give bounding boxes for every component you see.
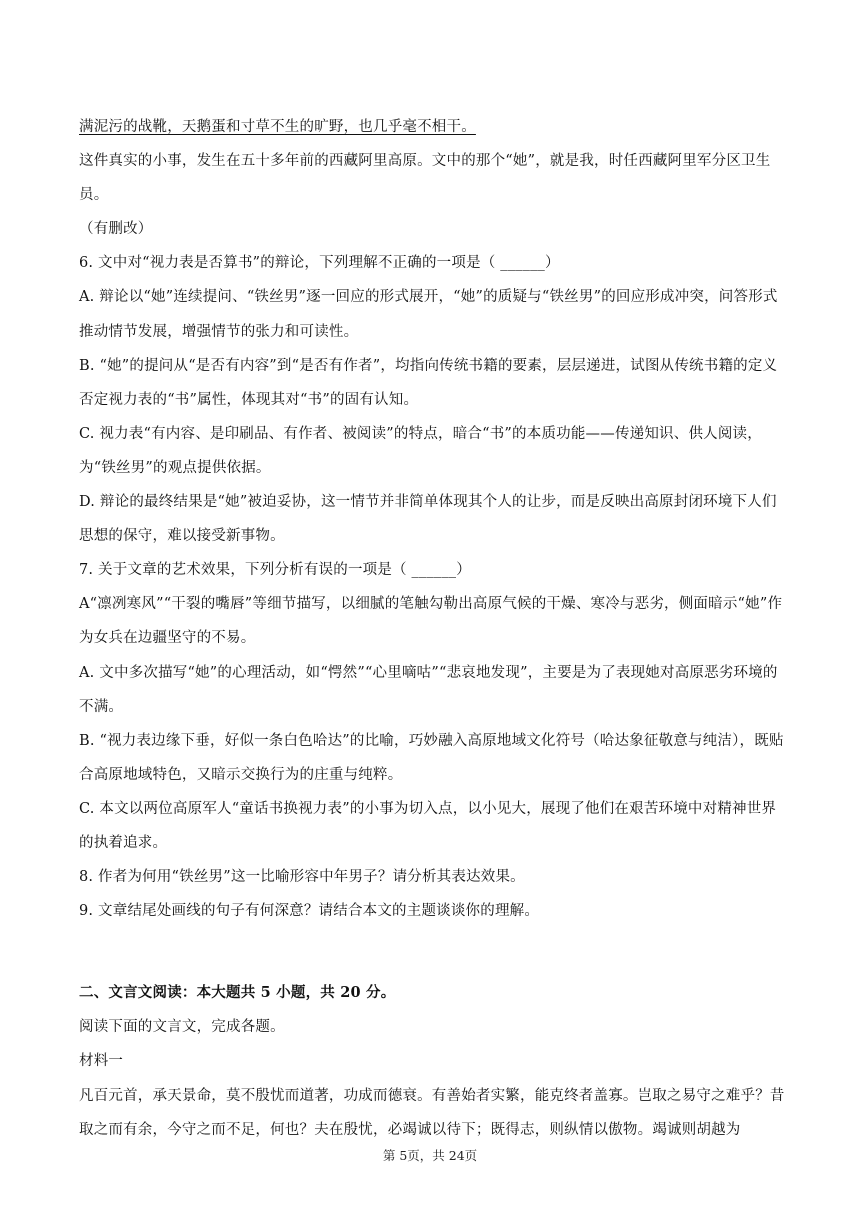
question-6-option-b: B. “她”的提问从“是否有内容”到“是否有作者”，均指向传统书籍的要素，层层递进，试图从传统书籍的定义否定视力表的“书”属性，体现其对“书”的固有认知。 — [79, 357, 778, 408]
question-6-option-a: A. 辩论以“她”连续提问、“铁丝男”逐一回应的形式展开，“她”的质疑与“铁丝男”的回应形成冲突，问答形式推动情节发展，增强情节的张力和可读性。 — [79, 289, 778, 340]
question-7-option-4: C. 本文以两位高原军人“童话书换视力表”的小事为切入点，以小见大，展现了他们在艰苦环境中对精神世界的执着追求。 — [79, 800, 777, 851]
underlined-sentence: 满泥污的战靴，天鹅蛋和寸草不生的旷野，也几乎毫不相干。 — [79, 119, 476, 135]
section-spacer — [79, 928, 785, 976]
material-label: 材料一 — [79, 1053, 124, 1070]
author-note: 这件真实的小事，发生在五十多年前的西藏阿里高原。文中的那个“她”，就是我，时任西藏阿里军分区卫生员。 — [79, 153, 771, 204]
question-9-stem: 9. 文章结尾处画线的句子有何深意？请结合本文的主题谈谈你的理解。 — [79, 903, 540, 920]
question-6-stem: 6. 文中对“视力表是否算书”的辩论，下列理解不正确的一项是（ ______） — [79, 255, 560, 272]
question-6-option-d: D. 辩论的最终结果是“她”被迫妥协，这一情节并非简单体现其个人的让步，而是反映出高原封闭环境下人们思想的保守，难以接受新事物。 — [79, 494, 777, 545]
page-content — [79, 110, 785, 1147]
section-instruction: 阅读下面的文言文，完成各题。 — [79, 1019, 285, 1036]
question-8-stem: 8. 作者为何用“铁丝男”这一比喻形容中年男子？请分析其表达效果。 — [79, 869, 525, 886]
question-7-option-1: A“凛冽寒风”“干裂的嘴唇”等细节描写，以细腻的笔触勾勒出高原气候的干燥、寒冷与恶劣，侧面暗示“她”作为女兵在边疆坚守的不易。 — [79, 596, 783, 647]
edit-note: （有删改） — [79, 221, 153, 238]
material-text: 凡百元首，承天景命，莫不殷忧而道著，功成而德衰。有善始者实繁，能克终者盖寡。岂取之易守之难乎？昔取之而有余，今守之而不足，何也？夫在殷忧，必竭诚以待下；既得志，则纵情以傲物。竭诚则胡越为 — [79, 1087, 785, 1138]
question-7-option-2: A. 文中多次描写“她”的心理活动，如“愕然”“心里嘀咕”“悲哀地发现”，主要是为了表现她对高原恶劣环境的不满。 — [79, 664, 778, 715]
question-7-option-3: B. “视力表边缘下垂，好似一条白色哈达”的比喻，巧妙融入高原地域文化符号（哈达象征敬意与纯洁），既贴合高原地域特色，又暗示交换行为的庄重与纯粹。 — [79, 732, 784, 783]
question-6-option-c: C. 视力表“有内容、是印刷品、有作者、被阅读”的特点，暗合“书”的本质功能——传递知识、供人阅读，为“铁丝男”的观点提供依据。 — [79, 425, 762, 476]
question-7-stem: 7. 关于文章的艺术效果，下列分析有误的一项是（ ______） — [79, 562, 471, 579]
section-heading: 二、文言文阅读：本大题共 5 小题，共 20 分。 — [79, 984, 396, 1002]
page-footer: 第 5页，共 24页 — [382, 1148, 478, 1163]
